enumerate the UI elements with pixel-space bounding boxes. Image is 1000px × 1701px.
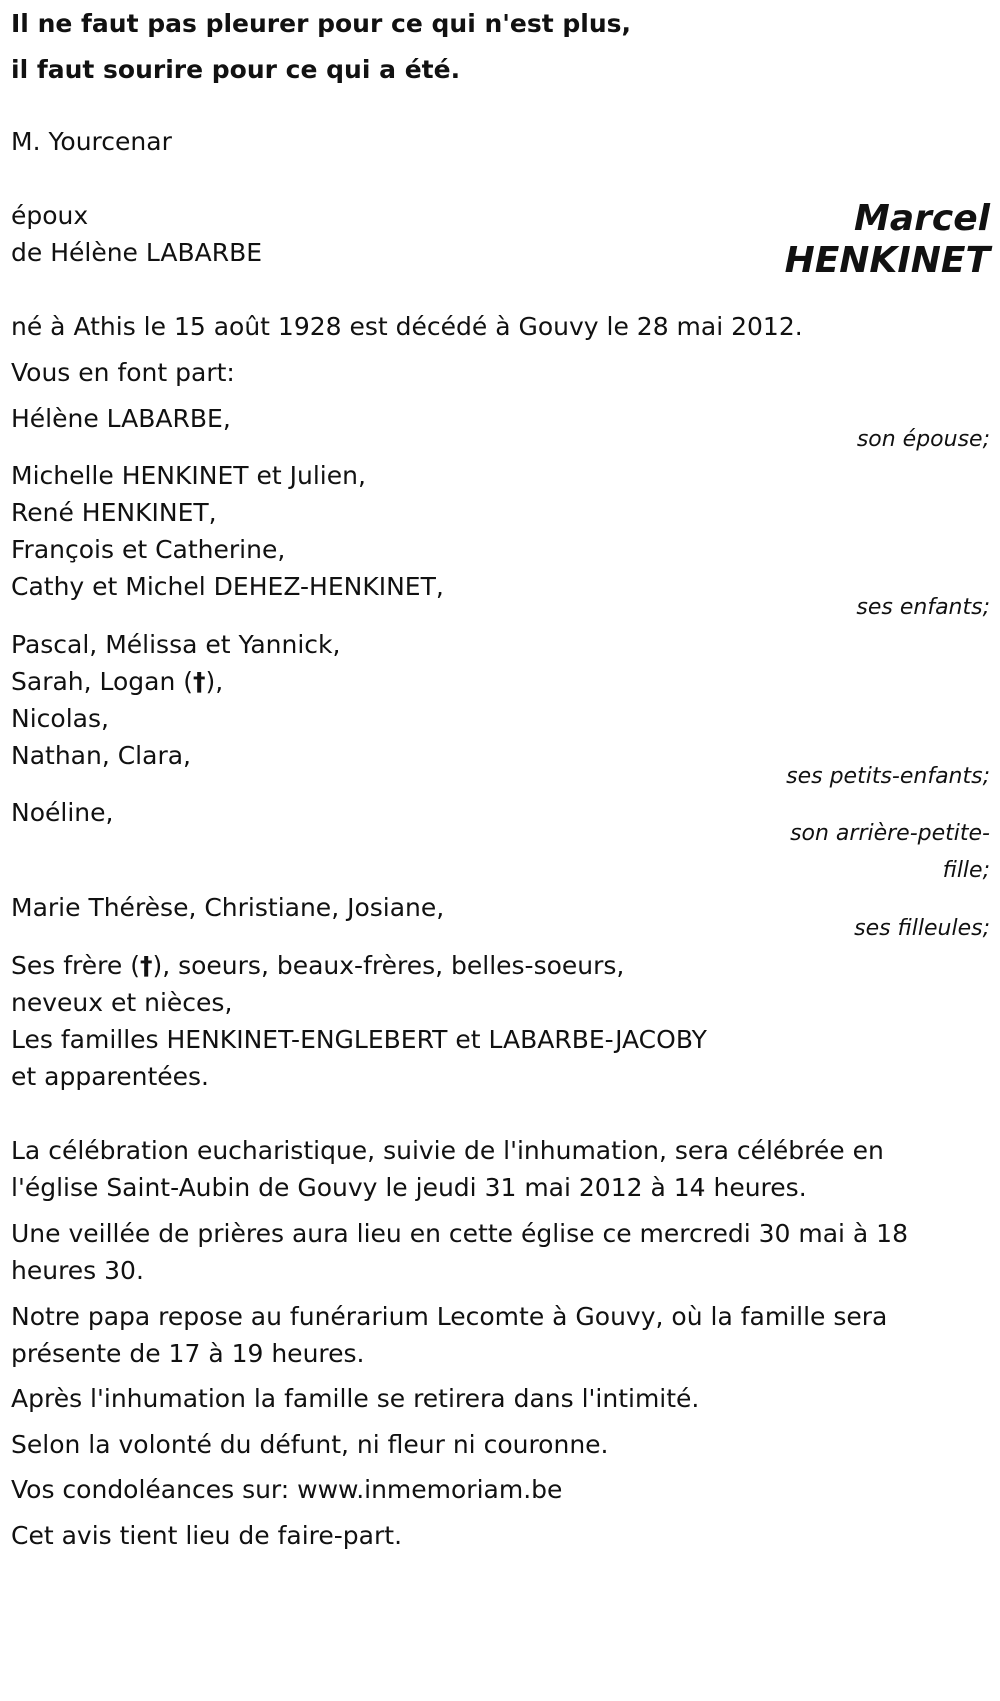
- siblings-line-1: [11, 950, 624, 982]
- cross-icon: †: [193, 667, 206, 696]
- deceased-last-name: HENKINET: [784, 240, 990, 281]
- vigil-line-2: heures 30.: [11, 1256, 144, 1285]
- rest-line-1: Notre papa repose au funérarium Lecomte à Gouvy, où la famille sera: [11, 1302, 888, 1331]
- rest-line-2: présente de 17 à 19 heures.: [11, 1339, 365, 1368]
- great-grandchild: Noéline,: [11, 798, 114, 827]
- cross-icon: †: [139, 951, 153, 980]
- goddaughters-label: ses filleules;: [854, 916, 990, 941]
- deceased-first-name: Marcel: [854, 198, 990, 239]
- goddaughters: Marie Thérèse, Christiane, Josiane,: [11, 893, 445, 922]
- condolences-text: Vos condoléances sur: www.inmemoriam.be: [11, 1475, 563, 1504]
- grandchild-2-suffix: ),: [205, 667, 224, 696]
- quote-author: M. Yourcenar: [11, 127, 172, 156]
- intro-text: Vous en font part:: [11, 358, 235, 387]
- siblings-line-1-end: ), soeurs, beaux-frères, belles-soeurs,: [152, 951, 625, 980]
- siblings-line-2: neveux et nièces,: [11, 988, 233, 1017]
- birth-death-text: né à Athis le 15 août 1928 est décédé à Gouvy le 28 mai 2012.: [11, 312, 803, 341]
- children-label: ses enfants;: [856, 595, 990, 620]
- quote-line-2: il faut sourire pour ce qui a été.: [11, 55, 461, 84]
- vigil-line-1: Une veillée de prières aura lieu en cette église ce mercredi 30 mai à 18: [11, 1219, 908, 1248]
- grandchild-2: [11, 666, 223, 698]
- grandchild-2-text: Sarah, Logan (: [11, 667, 194, 696]
- siblings-line-4: et apparentées.: [11, 1062, 209, 1091]
- great-grandchild-label-1: son arrière-petite-: [790, 821, 990, 846]
- intimacy-text: Après l'inhumation la famille se retirera dans l'intimité.: [11, 1384, 700, 1413]
- grandchildren-label: ses petits-enfants;: [786, 764, 990, 789]
- spouse-line-2: de Hélène LABARBE: [11, 238, 263, 267]
- quote-line-1: Il ne faut pas pleurer pour ce qui n'est plus,: [11, 9, 632, 38]
- flowers-text: Selon la volonté du défunt, ni fleur ni couronne.: [11, 1430, 609, 1459]
- spouse-line-1: époux: [11, 201, 89, 230]
- child-1: Michelle HENKINET et Julien,: [11, 461, 366, 490]
- siblings-line-3: Les familles HENKINET-ENGLEBERT et LABARBE-JACOBY: [11, 1025, 707, 1054]
- notice-text: Cet avis tient lieu de faire-part.: [11, 1521, 403, 1550]
- family-spouse-name: Hélène LABARBE,: [11, 404, 231, 433]
- child-2: René HENKINET,: [11, 498, 217, 527]
- grandchild-1: Pascal, Mélissa et Yannick,: [11, 630, 341, 659]
- child-4: Cathy et Michel DEHEZ-HENKINET,: [11, 572, 444, 601]
- grandchild-4: Nathan, Clara,: [11, 741, 191, 770]
- great-grandchild-label-2: fille;: [942, 858, 990, 883]
- ceremony-line-2: l'église Saint-Aubin de Gouvy le jeudi 31 mai 2012 à 14 heures.: [11, 1173, 807, 1202]
- family-spouse-label: son épouse;: [856, 427, 990, 452]
- child-3: François et Catherine,: [11, 535, 286, 564]
- ceremony-line-1: La célébration eucharistique, suivie de l'inhumation, sera célébrée en: [11, 1136, 884, 1165]
- siblings-line-1-start: Ses frère (: [11, 951, 140, 980]
- grandchild-3: Nicolas,: [11, 704, 109, 733]
